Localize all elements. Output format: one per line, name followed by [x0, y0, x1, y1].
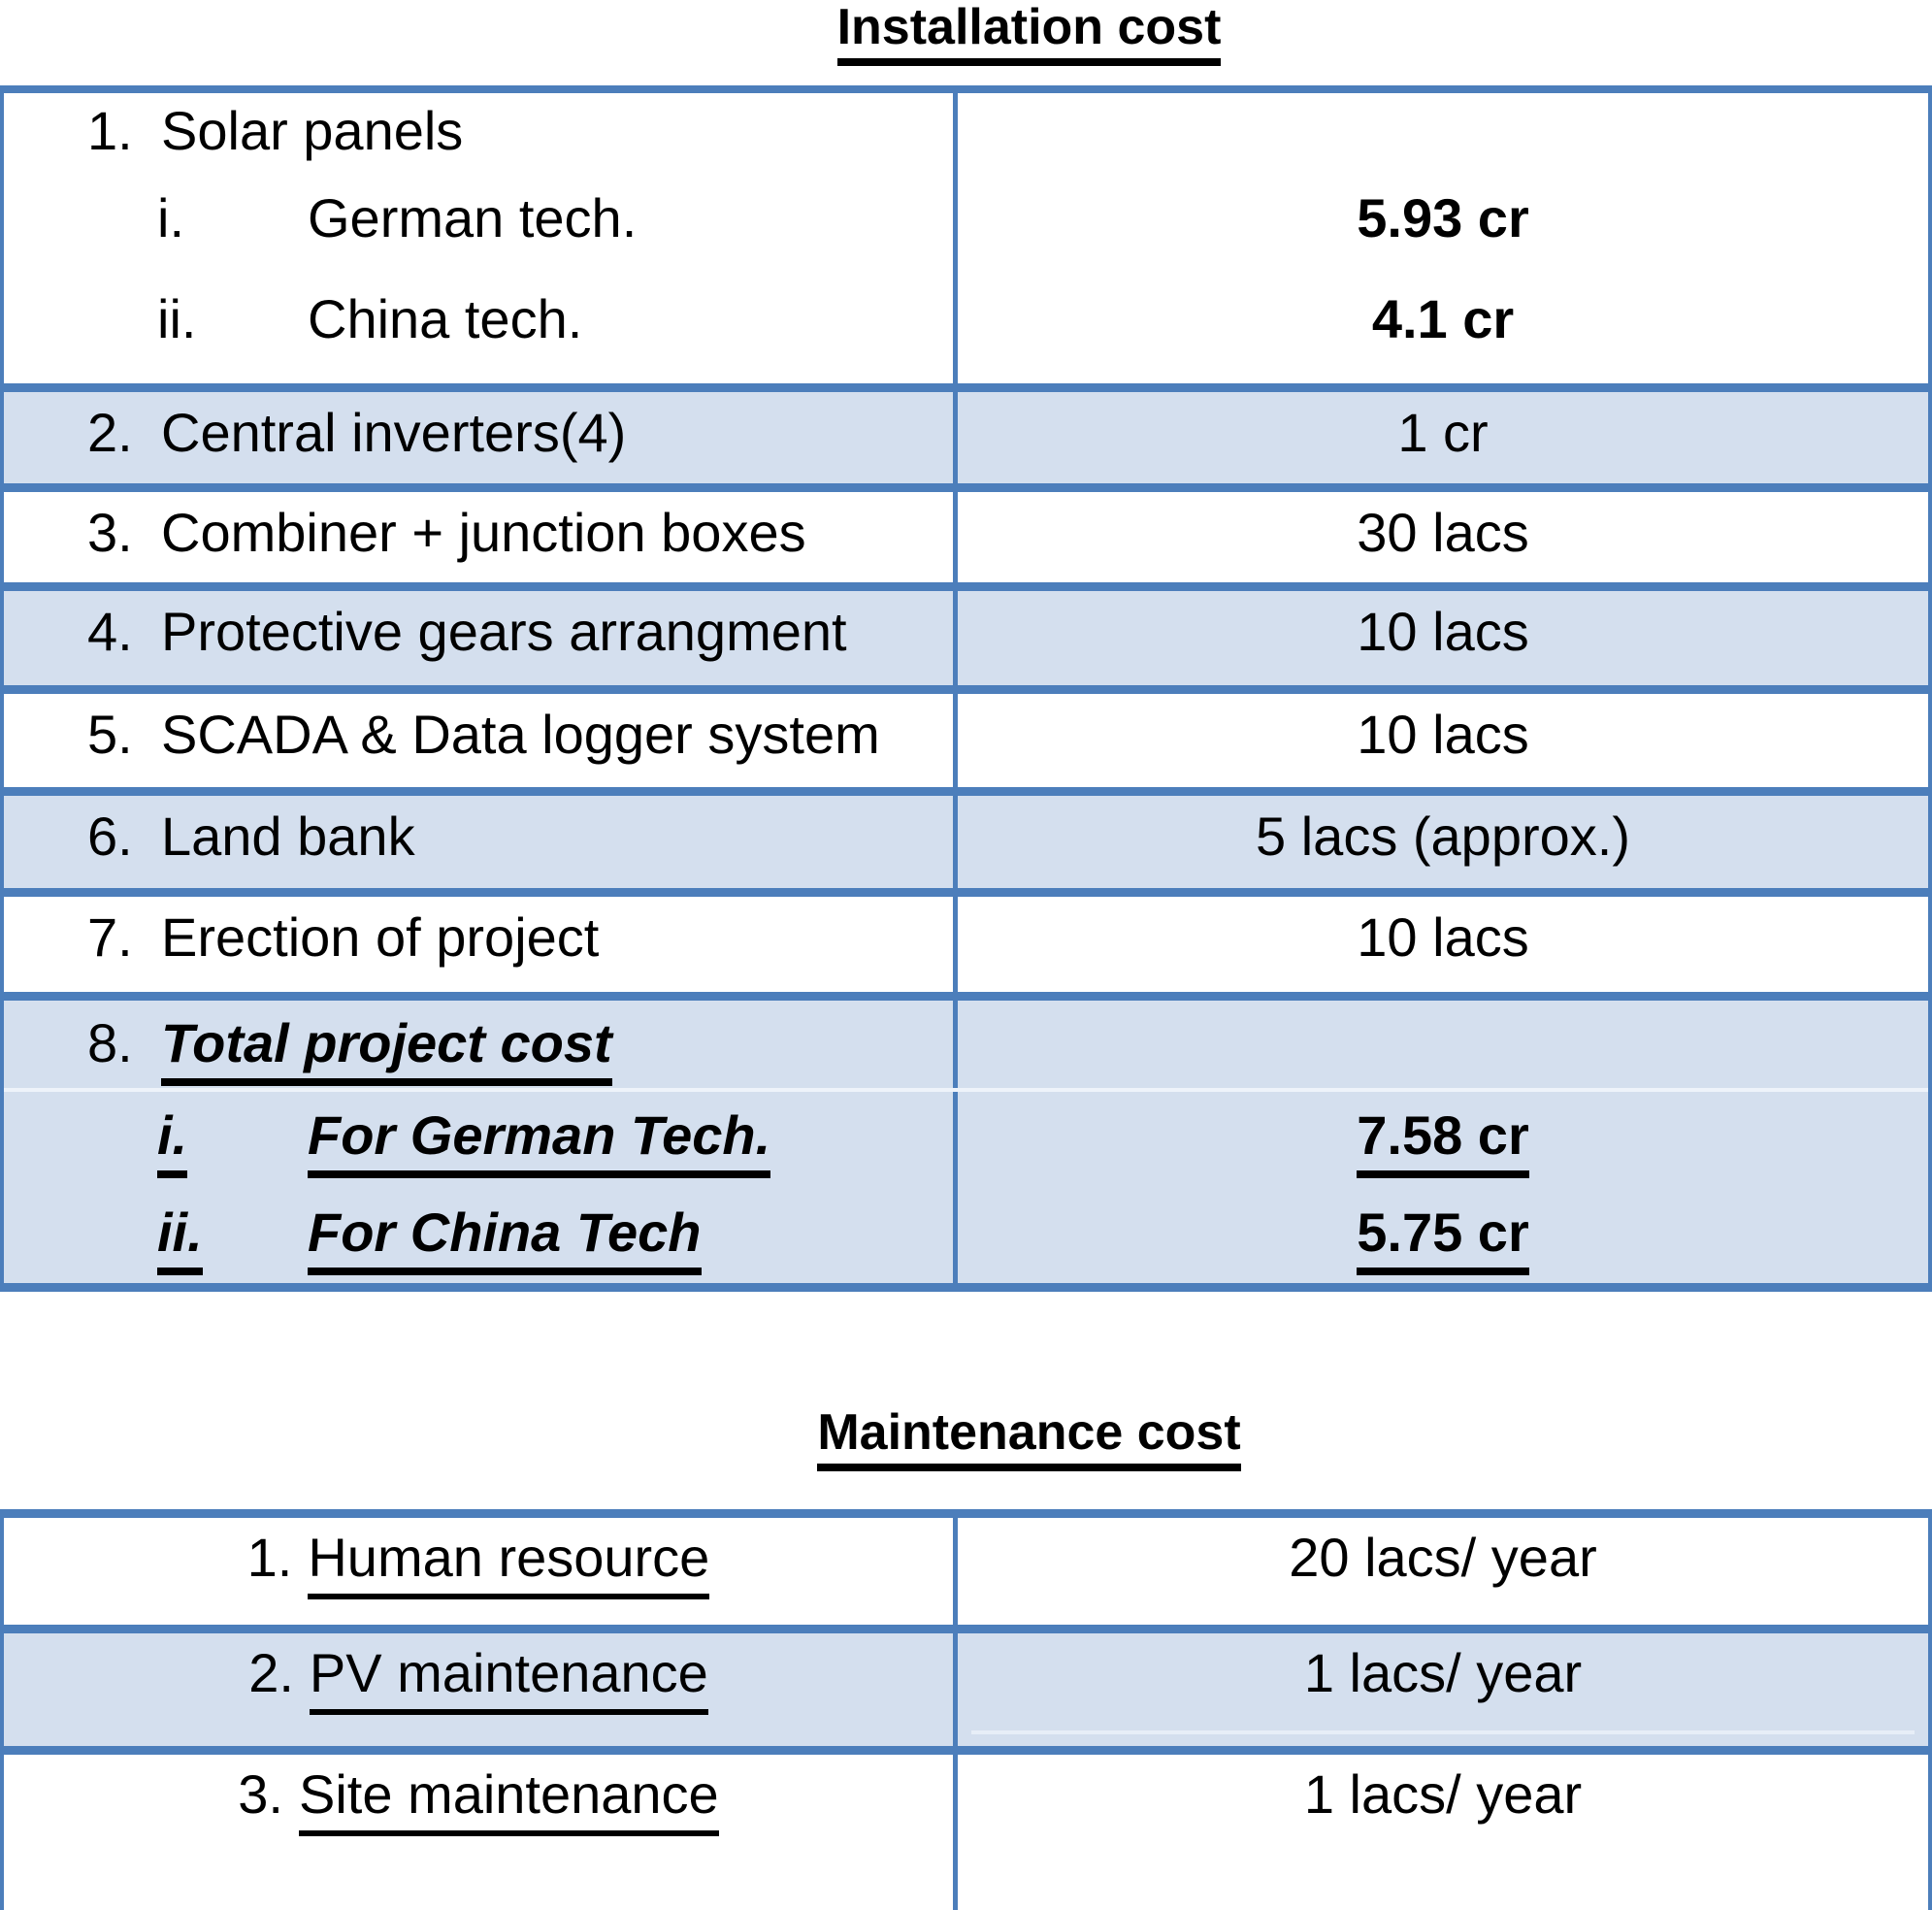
total-german-line — [4, 1092, 953, 1189]
maintenance-cost-title — [0, 1405, 1932, 1471]
maintenance-cost-title-text: Maintenance cost — [817, 1405, 1240, 1471]
installation-cost-title-text: Installation cost — [837, 0, 1222, 66]
item-number: 1. — [87, 99, 133, 161]
pv-maintenance-value-cell — [958, 1633, 1928, 1746]
item-number: 3. — [238, 1763, 283, 1825]
maintenance-cost-table — [0, 1509, 1932, 1910]
sub-item-number: ii. — [157, 1201, 203, 1275]
pv-maintenance-label-cell — [4, 1633, 958, 1746]
row-protective-gears — [4, 582, 1928, 685]
item-label: Solar panels — [161, 99, 464, 161]
pv-maintenance-value: 1 lacs/ year — [1303, 1642, 1583, 1703]
item-number: 1. — [246, 1527, 293, 1588]
empty-line — [958, 93, 1928, 167]
row-central-inverters — [4, 383, 1928, 483]
row-land-bank — [4, 787, 1928, 888]
item-label: Protective gears arrangment — [161, 601, 847, 662]
item-number: 2. — [248, 1642, 294, 1703]
sub-item-number: ii. — [157, 287, 197, 349]
total-china-value-line — [958, 1189, 1928, 1286]
erection-label-cell — [4, 897, 958, 992]
item-number: 7. — [87, 906, 133, 968]
row-combiner-junction-boxes — [4, 483, 1928, 582]
central-inverters-value: 1 cr — [1397, 402, 1489, 463]
installation-cost-title — [0, 0, 1932, 66]
china-tech-line — [4, 268, 953, 369]
item-number: 2. — [87, 402, 133, 463]
item-number: 5. — [87, 704, 133, 765]
human-resource-label-cell — [4, 1518, 958, 1625]
german-tech-value: 5.93 cr — [1357, 186, 1529, 248]
total-china-line — [4, 1189, 953, 1286]
sub-item-number: i. — [157, 186, 184, 248]
item-number: 4. — [87, 601, 133, 662]
solar-panels-value-cell — [958, 93, 1928, 383]
total-german-value-line — [958, 1092, 1928, 1189]
item-label: Land bank — [161, 806, 415, 867]
sub-item-label: China tech. — [308, 287, 583, 349]
solar-panels-label-cell — [4, 93, 958, 383]
total-china-value: 5.75 cr — [1357, 1201, 1529, 1275]
central-inverters-label-cell — [4, 392, 958, 483]
site-maintenance-label-cell — [4, 1755, 958, 1910]
scada-label-cell — [4, 694, 958, 787]
scada-value: 10 lacs — [1357, 704, 1529, 765]
row-solar-panels — [4, 93, 1928, 383]
total-cost-label-cell — [4, 1001, 958, 1088]
total-cost-label: Total project cost — [161, 1012, 612, 1086]
row-total-project-cost — [4, 992, 1928, 1088]
combiner-value: 30 lacs — [1357, 502, 1529, 563]
cell-divider-artifact — [971, 1730, 1915, 1734]
german-tech-line — [4, 167, 953, 268]
sub-item-number-box — [157, 1103, 308, 1178]
sub-item-label: For China Tech — [308, 1201, 702, 1275]
item-label: Combiner + junction boxes — [161, 502, 806, 563]
item-label: Human resource — [308, 1526, 709, 1599]
item-label: Erection of project — [161, 906, 600, 968]
china-tech-value: 4.1 cr — [1371, 287, 1515, 349]
row-human-resource — [4, 1518, 1928, 1625]
item-label: Central inverters(4) — [161, 402, 627, 463]
solar-panels-line — [4, 93, 953, 167]
item-number: 3. — [87, 502, 133, 563]
total-cost-empty-value — [958, 1001, 1928, 1088]
protective-gears-label-cell — [4, 591, 958, 685]
site-maintenance-value: 1 lacs/ year — [1303, 1763, 1583, 1825]
sub-item-number: i. — [157, 1103, 187, 1178]
item-number: 6. — [87, 806, 133, 867]
land-bank-label-cell — [4, 796, 958, 888]
installation-cost-table — [0, 85, 1932, 1292]
total-details-label-cell — [4, 1092, 958, 1283]
sub-item-label: German tech. — [308, 186, 638, 248]
item-label: Site maintenance — [299, 1762, 719, 1836]
land-bank-value: 5 lacs (approx.) — [1256, 806, 1630, 867]
item-number: 8. — [87, 1012, 133, 1073]
sub-item-number-box — [157, 1201, 308, 1275]
item-label: PV maintenance — [310, 1641, 708, 1715]
protective-gears-value: 10 lacs — [1357, 601, 1529, 662]
row-total-project-cost-details — [4, 1088, 1928, 1283]
human-resource-value: 20 lacs/ year — [1289, 1527, 1597, 1588]
sub-item-label: For German Tech. — [308, 1103, 770, 1178]
total-german-value: 7.58 cr — [1357, 1103, 1529, 1178]
total-details-value-cell — [958, 1092, 1928, 1283]
row-pv-maintenance — [4, 1625, 1928, 1746]
row-erection-of-project — [4, 888, 1928, 992]
row-scada-data-logger — [4, 685, 1928, 787]
combiner-label-cell — [4, 492, 958, 582]
erection-value: 10 lacs — [1357, 906, 1529, 968]
item-label: SCADA & Data logger system — [161, 704, 880, 765]
